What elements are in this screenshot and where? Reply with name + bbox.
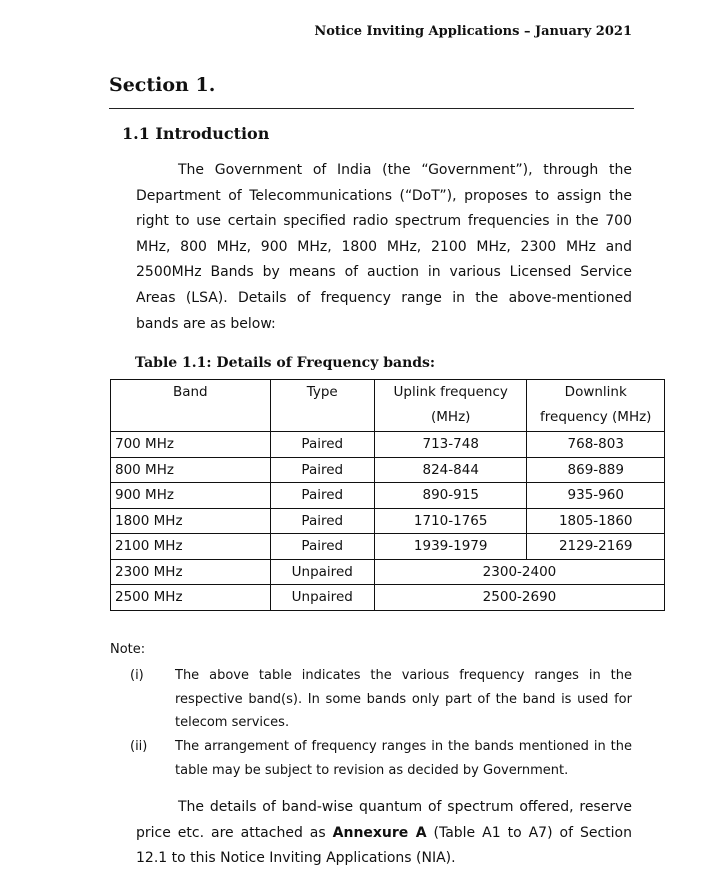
table-row bbox=[111, 457, 665, 483]
table-row bbox=[111, 432, 665, 458]
intro-paragraph: The Government of India (the “Government”), through the Department of Telecommunications (“DoT”), proposes to assign the right to use certain specified radio spectrum frequencies in the 700 MHz, 800 MHz, 900 MHz, 1800 MHz, 2100 MHz, 2300 MHz and 2500MHz Bands by means of auction in various Licensed Service Areas (LSA). Details of frequency range in the above-mentioned bands are as below: bbox=[136, 162, 632, 332]
closing-text-end: (Table A1 to A7) of Section 12.1 to this Notice Inviting Applications (NIA). bbox=[136, 824, 632, 867]
header-band: Band bbox=[111, 380, 271, 432]
cell-downlink: 768-803 bbox=[527, 432, 665, 458]
cell-type: Paired bbox=[270, 483, 374, 509]
table-caption: Table 1.1: Details of Frequency bands: bbox=[135, 355, 436, 371]
table-row bbox=[111, 508, 665, 534]
cell-band: 2500 MHz bbox=[111, 585, 271, 611]
section-title: Section 1. bbox=[109, 74, 216, 96]
header-uplink: Uplink frequency (MHz) bbox=[374, 380, 527, 432]
cell-type: Unpaired bbox=[270, 559, 374, 585]
table-row bbox=[111, 585, 665, 611]
cell-type: Unpaired bbox=[270, 585, 374, 611]
closing-text-start: The details of band-wise quantum of spectrum offered, reserve price etc. are attached as bbox=[136, 799, 632, 841]
cell-downlink: 1805-1860 bbox=[527, 508, 665, 534]
closing-paragraph bbox=[136, 795, 632, 872]
cell-downlink: 869-889 bbox=[527, 457, 665, 483]
cell-uplink: 1939-1979 bbox=[374, 534, 527, 560]
cell-downlink: 935-960 bbox=[527, 483, 665, 509]
note-number: (i) bbox=[130, 668, 144, 683]
cell-band: 800 MHz bbox=[111, 457, 271, 483]
section-divider bbox=[109, 108, 634, 109]
cell-band: 700 MHz bbox=[111, 432, 271, 458]
note-item bbox=[130, 735, 632, 782]
cell-type: Paired bbox=[270, 534, 374, 560]
cell-band: 900 MHz bbox=[111, 483, 271, 509]
cell-uplink: 890-915 bbox=[374, 483, 527, 509]
cell-uplink: 713-748 bbox=[374, 432, 527, 458]
page-header: Notice Inviting Applications – January 2021 bbox=[314, 24, 632, 39]
header-downlink: Downlink frequency (MHz) bbox=[527, 380, 665, 432]
table-row bbox=[111, 534, 665, 560]
subsection-title: 1.1 Introduction bbox=[122, 124, 270, 143]
note-text: The arrangement of frequency ranges in the bands mentioned in the table may be subject to revision as decided by Government. bbox=[175, 739, 632, 778]
cell-frequency-range: 2300-2400 bbox=[374, 559, 664, 585]
annexure-reference: Annexure A bbox=[332, 824, 427, 841]
cell-band: 2100 MHz bbox=[111, 534, 271, 560]
frequency-bands-table bbox=[110, 379, 665, 611]
table-header-row bbox=[111, 380, 665, 432]
cell-uplink: 1710-1765 bbox=[374, 508, 527, 534]
cell-band: 2300 MHz bbox=[111, 559, 271, 585]
header-type: Type bbox=[270, 380, 374, 432]
table-row bbox=[111, 559, 665, 585]
cell-frequency-range: 2500-2690 bbox=[374, 585, 664, 611]
cell-downlink: 2129-2169 bbox=[527, 534, 665, 560]
cell-type: Paired bbox=[270, 457, 374, 483]
cell-type: Paired bbox=[270, 432, 374, 458]
cell-band: 1800 MHz bbox=[111, 508, 271, 534]
note-item bbox=[130, 664, 632, 735]
note-text: The above table indicates the various frequency ranges in the respective band(s). In some bands only part of the band is used for telecom services. bbox=[175, 668, 632, 730]
note-label: Note: bbox=[110, 642, 146, 657]
note-number: (ii) bbox=[130, 739, 148, 754]
cell-type: Paired bbox=[270, 508, 374, 534]
cell-uplink: 824-844 bbox=[374, 457, 527, 483]
table-row bbox=[111, 483, 665, 509]
